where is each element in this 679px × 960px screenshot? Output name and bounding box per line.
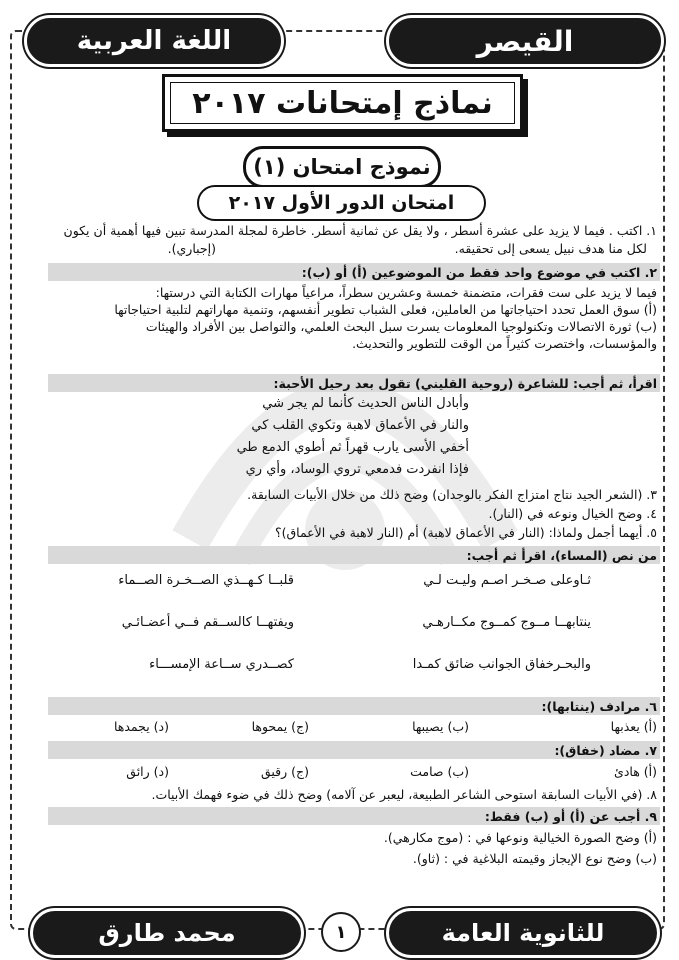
q1-line2: لكل منا هدف نبيل يسعى إلى تحقيقه. [454, 241, 647, 256]
q6-option: (د) يجمدها [113, 719, 169, 734]
q2-heading: ٢. اكتب في موضوع واحد فقط من الموضوعين (أ) أو (ب): [301, 265, 657, 280]
poem2-heading: من نص (المساء)، اقرأ ثم أجب: [466, 548, 657, 563]
q2-line2: (أ) سوق العمل تحدد احتياجاتها من العاملين، فعلى الشباب تطوير أنفسهم، وتنمية مهاراتهم لتلبية احتياجاتها [114, 302, 657, 317]
verse: أخفي الأسى يارب قهراً ثم أطوي الدمع طي [236, 440, 469, 455]
q7-option: (ب) صامت [410, 764, 469, 779]
q1-line1: ١. اكتب . فيما لا يزيد على عشرة أسطر ، ولا يقل عن ثمانية أسطر. خاطرة لمجلة المدرسة تبين فيها أهمية أن يكون [63, 223, 657, 238]
q6-option: (ج) يمحوها [251, 719, 309, 734]
level-badge: للثانوية العامة [386, 908, 660, 958]
q7-option: (د) رائق [126, 764, 169, 779]
q8: ٨. (في الأبيات السابقة استوحى الشاعر الطبيعة، ليعبر عن آلامه) وضح ذلك في ضوء فهمك الأبيات. [151, 787, 657, 802]
q2-line3: (ب) ثورة الاتصالات وتكنولوجيا المعلومات يسرت سبل البحث العلمي، والتواصل بين الأفراد والهيئات [145, 319, 657, 334]
page-title: نماذج إمتحانات ٢٠١٧ [162, 74, 523, 132]
page-number: ١ [321, 912, 361, 952]
poem-heading: اقرأ، ثم أجب: للشاعرة (روحية القليني) تقول بعد رحيل الأحبة: [273, 376, 657, 391]
q9-b: (ب) وضح نوع الإيجاز وقيمته البلاغية في : (ثاو). [412, 851, 657, 866]
q9-a: (أ) وضح الصورة الخيالية ونوعها في : (موج مكارهي). [383, 830, 657, 845]
q4: ٤. وضح الخيال ونوعه في (النار). [488, 506, 657, 521]
verse-left: ويفتهــا كالســقم فــي أعضـائـي [121, 615, 294, 630]
q6-heading: ٦. مرادف (ينتابها): [541, 699, 657, 714]
author-badge: محمد طارق [30, 908, 304, 958]
q9-heading: ٩. أجب عن (أ) أو (ب) فقط: [484, 809, 657, 824]
q2-line4: والمؤسسات، واختصرت كثيراً من الوقت للتطوير والتحديث. [352, 336, 657, 351]
brand-badge: القيصر [386, 15, 664, 67]
verse-left: كصــدري ســاعة الإمســـاء [149, 657, 294, 672]
verse: فإذا انفردت فدمعي تروي الوساد، وأي ري [245, 462, 469, 477]
verse-right: ينتابهــا مــوج كمــوج مكــارهـي [422, 615, 591, 630]
q3: ٣. (الشعر الجيد نتاج امتزاج الفكر بالوجدان) وضح ذلك من خلال الأبيات السابقة. [247, 487, 657, 502]
verse: والنار في الأعماق لاهبة وتكوي القلب كي [251, 418, 469, 433]
q6-option: (أ) يعذبها [610, 719, 657, 734]
q5: ٥. أيهما أجمل ولماذا: (النار في الأعماق لاهبة) أم (النار لاهبة في الأعماق)؟ [274, 525, 657, 540]
subject-badge: اللغة العربية [24, 15, 284, 67]
q1-tag: (إجباري). [167, 241, 216, 256]
verse-right: والبحـرخفاق الجوانب ضائق كمـدا [412, 657, 591, 672]
exam-title: امتحان الدور الأول ٢٠١٧ [197, 185, 486, 221]
q6-option: (ب) يصيبها [412, 719, 469, 734]
model-title: نموذج امتحان (١) [243, 146, 441, 188]
verse-left: قلبــا كـهــذي الصــخـرة الصــماء [118, 573, 294, 588]
verse: وأبادل الناس الحديث كأنما لم يجر شي [262, 396, 469, 411]
q2-line1: فيما لا يزيد على ست فقرات، متضمنة خمسة وعشرين سطراً، مراعياً مهارات الكتابة التي درستها: [155, 285, 657, 300]
verse-right: ثـاوعلى صـخـر اصـم وليـت لـي [423, 573, 591, 588]
q7-option: (أ) هادئ [614, 764, 657, 779]
q7-heading: ٧. مضاد (خفاق): [554, 743, 657, 758]
q7-option: (ج) رقيق [260, 764, 309, 779]
